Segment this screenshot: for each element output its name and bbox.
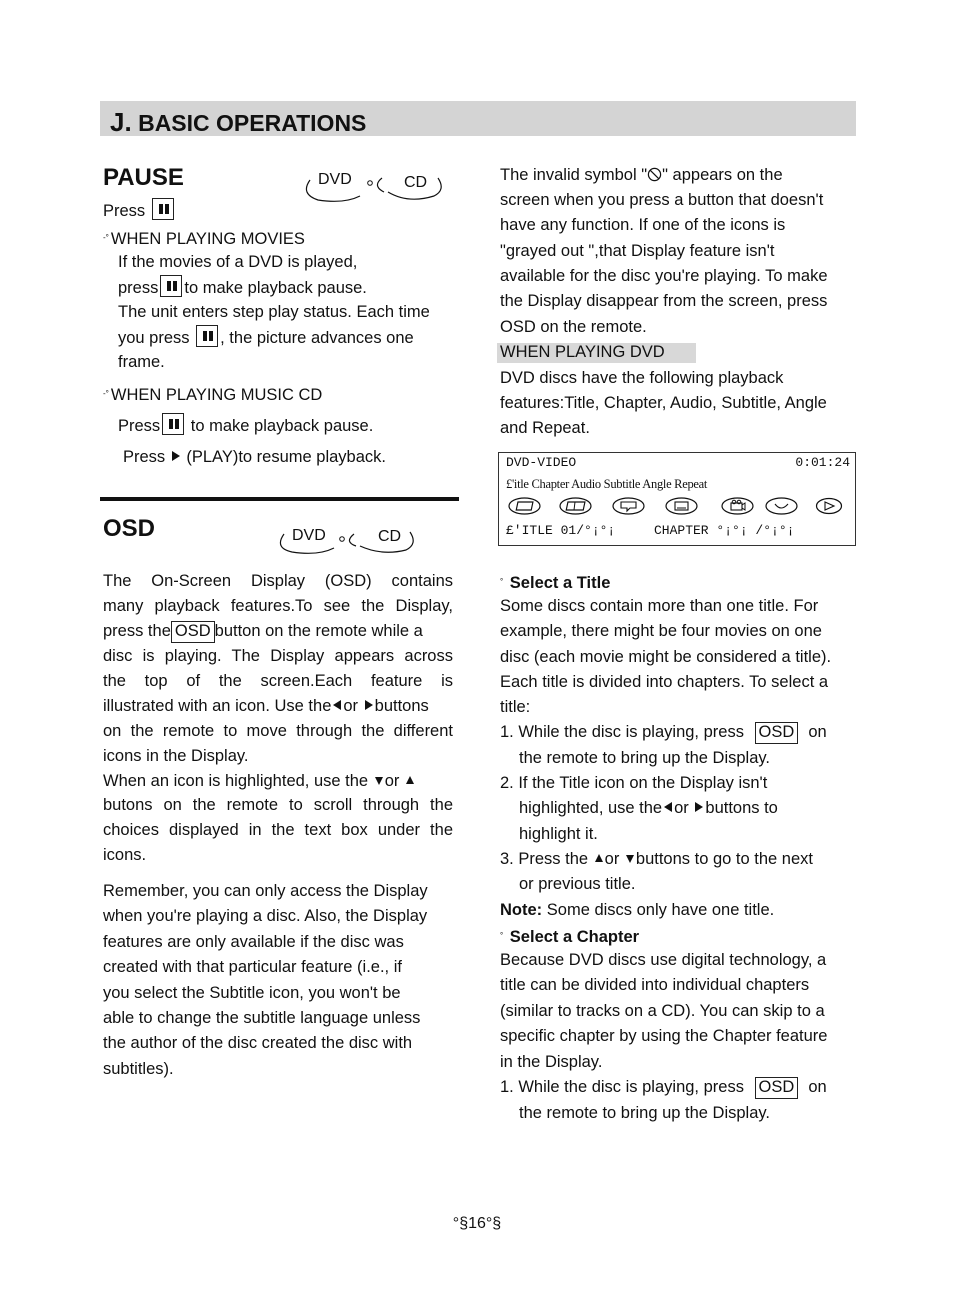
audio-icon [612,497,645,515]
section-banner [100,101,856,136]
repeat-icon [765,497,798,515]
pause-key-icon [162,413,184,435]
title-note: Note: Some discs only have one title. [500,901,775,919]
movies-heading: -° WHEN PLAYING MOVIES [103,230,305,248]
chapter-step-1: 1. While the disc is playing, press OSD on [500,1075,827,1100]
osd-key: OSD [171,621,215,643]
select-chapter-heading: ° Select a Chapter [500,928,640,946]
up-arrow-icon [406,776,414,784]
pause-key-icon [152,198,174,220]
osd-heading: OSD [103,515,156,542]
pause-key-icon [160,275,182,297]
angle-icon [721,497,754,515]
osd-disc-label: DVD-VIDEO [506,455,577,470]
pause-heading: PAUSE [103,164,184,191]
chapter-icon [559,497,592,515]
down-arrow-icon [375,777,383,785]
music-press-line: Press to make playback pause. [118,413,373,439]
disc-badge-pause: DVD CD [296,170,446,200]
movies-press-line: press to make playback pause. [118,275,367,301]
osd-press-line: press the OSD button on the remote while a [103,619,423,644]
left-arrow-icon [664,802,672,812]
osd-updown-line: When an icon is highlighted, use the or [103,769,416,794]
osd-status-title: £'ITLE 01/°¡°¡ [506,523,616,538]
disc-badge-osd: DVD CD [270,522,420,552]
invalid-line: The invalid symbol " " appears on the [500,166,783,184]
osd-arrow-line: illustrated with an icon. Use the or buttons [103,697,429,715]
title-icon [508,497,541,515]
osd-feature-labels: £'itle Chapter Audio Subtitle Angle Repeat [506,477,708,491]
movies-step-line: you press , the picture advances one [118,325,414,351]
play-icon [172,451,180,461]
pause-key-icon [196,325,218,347]
title-step-3: 3. Press the or buttons to go to the next [500,850,813,868]
title-step-2-arrows: highlighted, use the or buttons to [519,799,778,817]
osd-key: OSD [755,1077,799,1099]
right-arrow-icon [695,802,703,812]
down-arrow-icon [626,855,634,863]
up-arrow-icon [595,854,603,862]
right-arrow-icon [365,700,373,710]
pause-press-line: Press [103,198,176,224]
play-circle-icon [815,497,843,515]
osd-screen [498,452,856,546]
title-step-1: 1. While the disc is playing, press OSD on [500,720,827,745]
select-title-heading: ° Select a Title [500,574,611,592]
page-number: °§16°§ [452,1215,502,1232]
section-title: J. BASIC OPERATIONS [110,107,367,137]
subtitle-icon [665,497,698,515]
osd-status-chapter: CHAPTER °¡°¡ /°¡°¡ [654,523,795,538]
resume-line: Press (PLAY)to resume playback. [123,448,386,466]
osd-time: 0:01:24 [795,455,850,470]
music-heading: -° WHEN PLAYING MUSIC CD [103,386,323,404]
dvd-subheading: WHEN PLAYING DVD [500,343,665,361]
left-arrow-icon [333,700,341,710]
section-divider [100,497,459,501]
osd-key: OSD [755,722,799,744]
invalid-symbol-icon [647,167,662,182]
